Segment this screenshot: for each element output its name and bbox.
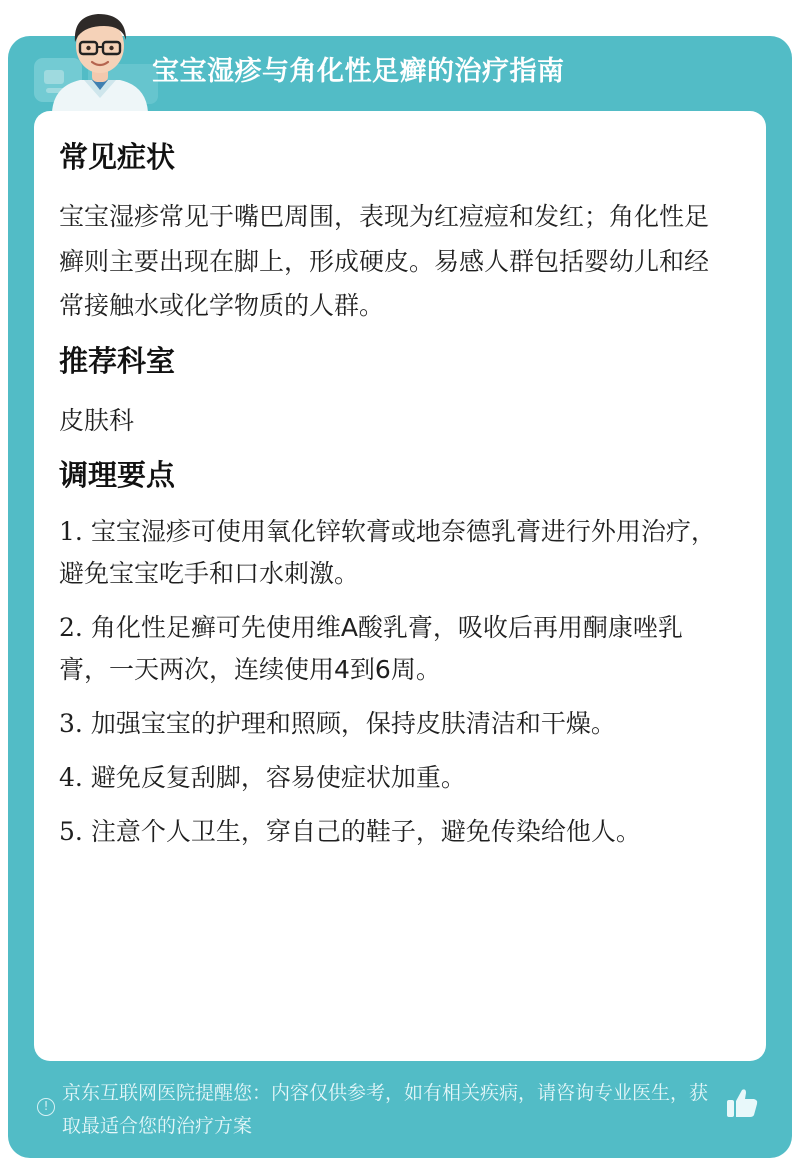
disclaimer-footer xyxy=(34,1075,766,1145)
list-item-text: 角化性足癣可先使用维A酸乳膏，吸收后再用酮康唑乳膏，一天两次，连续使用4到6周。 xyxy=(59,613,683,684)
list-item-number: 4. xyxy=(59,763,83,792)
care-title: 调理要点 xyxy=(59,458,176,492)
disclaimer-text: 京东互联网医院提醒您：内容仅供参考，如有相关疾病，请咨询专业医生，获取最适合您的治疗方案 xyxy=(62,1082,709,1137)
list-item xyxy=(59,607,729,691)
card-content xyxy=(59,133,729,865)
list-item-number: 2. xyxy=(59,613,83,642)
department-title: 推荐科室 xyxy=(59,343,176,378)
list-item xyxy=(59,703,729,745)
list-item-text: 避免反复刮脚，容易使症状加重。 xyxy=(90,763,466,792)
list-item xyxy=(59,511,729,595)
symptoms-title: 常见症状 xyxy=(59,140,176,174)
page-title: 宝宝湿疹与角化性足癣的治疗指南 xyxy=(152,56,565,87)
doctor-avatar-icon xyxy=(40,6,160,112)
thumbs-up-icon[interactable] xyxy=(724,1085,760,1121)
list-item-number: 5. xyxy=(59,817,83,846)
list-item-number: 1. xyxy=(59,517,83,546)
list-item xyxy=(59,811,729,853)
content-card xyxy=(34,111,766,1061)
care-list xyxy=(59,511,729,853)
list-item-text: 宝宝湿疹可使用氧化锌软膏或地奈德乳膏进行外用治疗，避免宝宝吃手和口水刺激。 xyxy=(59,517,716,588)
department-text: 皮肤科 xyxy=(59,405,135,435)
list-item xyxy=(59,757,729,799)
list-item-number: 3. xyxy=(59,709,83,738)
list-item-text: 加强宝宝的护理和照顾，保持皮肤清洁和干燥。 xyxy=(90,709,616,738)
list-item-text: 注意个人卫生，穿自己的鞋子，避免传染给他人。 xyxy=(90,817,641,846)
symptoms-text: 宝宝湿疹常见于嘴巴周围，表现为红痘痘和发红；角化性足癣则主要出现在脚上，形成硬皮。易感人群包括婴幼儿和经常接触水或化学物质的人群。 xyxy=(59,202,710,320)
info-icon: ! xyxy=(37,1098,55,1116)
